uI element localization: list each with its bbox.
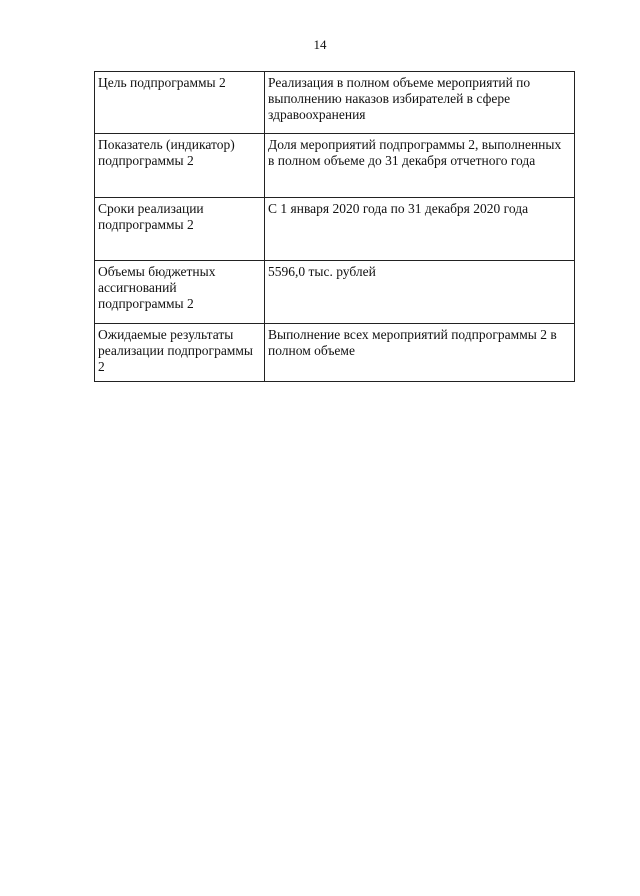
table-row-expected-results	[95, 324, 575, 382]
page-number: 14	[313, 37, 327, 52]
row-value: Реализация в полном объеме мероприятий по выполнению наказов избирателей в сфере здравоохранения	[265, 72, 575, 134]
table-row-budget	[95, 261, 575, 324]
row-value: С 1 января 2020 года по 31 декабря 2020 года	[265, 198, 575, 261]
row-label: Показатель (индикатор) подпрограммы 2	[95, 134, 265, 198]
row-label: Сроки реализации подпрограммы 2	[95, 198, 265, 261]
row-value: Выполнение всех мероприятий подпрограммы 2 в полном объеме	[265, 324, 575, 382]
row-label: Ожидаемые результаты реализации подпрограммы 2	[95, 324, 265, 382]
row-label: Цель подпрограммы 2	[95, 72, 265, 134]
row-value: Доля мероприятий подпрограммы 2, выполненных в полном объеме до 31 декабря отчетного года	[265, 134, 575, 198]
row-value: 5596,0 тыс. рублей	[265, 261, 575, 324]
row-label: Объемы бюджетных ассигнований подпрограммы 2	[95, 261, 265, 324]
table-row-goal	[95, 72, 575, 134]
table-row-timeframe	[95, 198, 575, 261]
table-row-indicator	[95, 134, 575, 198]
subprogram-passport-table	[94, 71, 575, 382]
